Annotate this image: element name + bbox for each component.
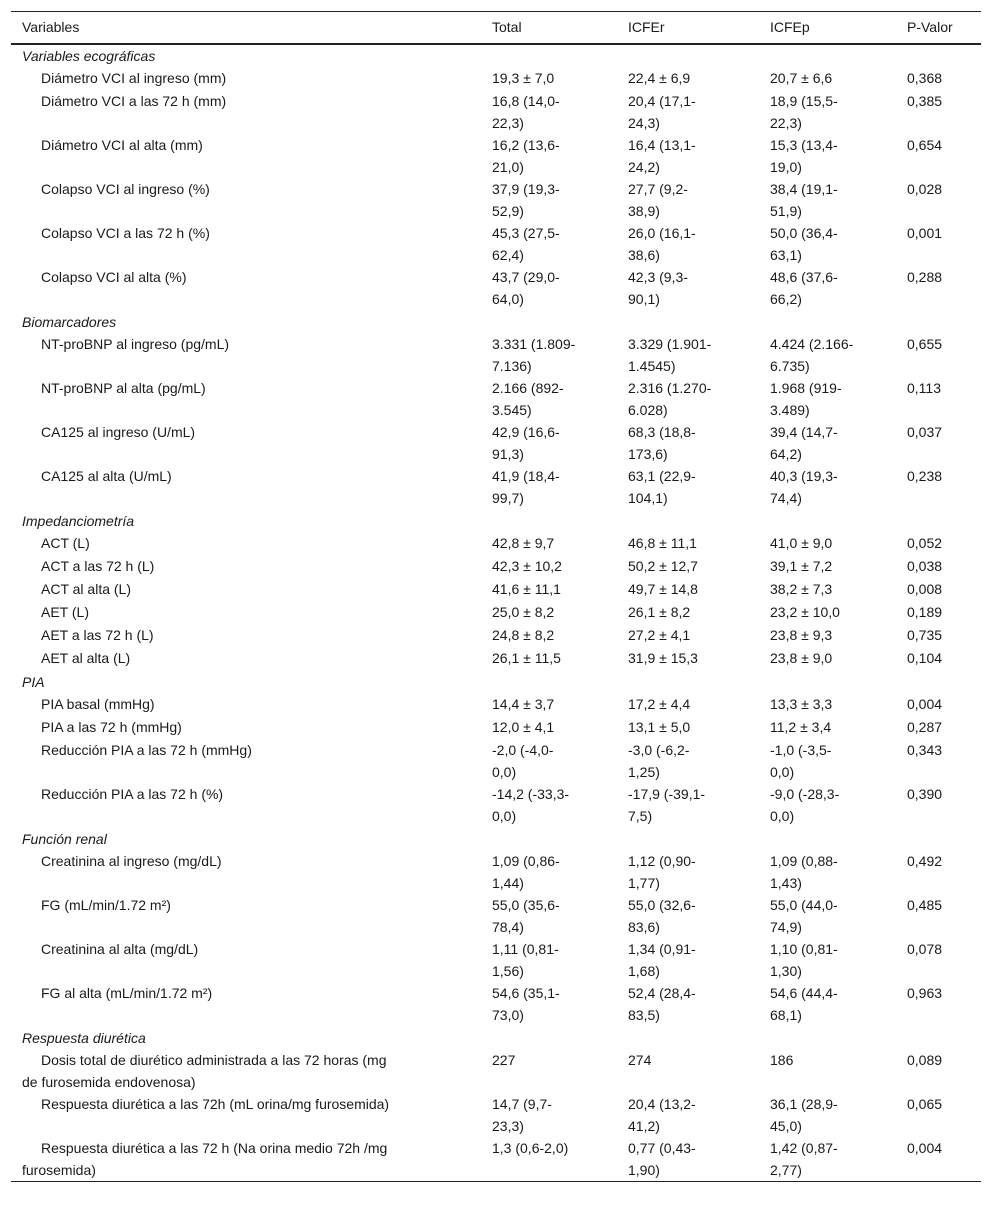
p-valor-cell: 0,390: [907, 785, 943, 802]
variable-cell: ACT al alta (L): [41, 580, 131, 597]
table-row: [11, 982, 981, 1026]
table-row: [11, 938, 981, 982]
variable-cell: AET (L): [41, 603, 89, 620]
table-row: [11, 134, 981, 178]
total-cell: 16,2 (13,6- 21,0): [492, 136, 560, 175]
total-cell: 1,11 (0,81- 1,56): [492, 940, 559, 979]
total-cell: -2,0 (-4,0- 0,0): [492, 741, 554, 780]
icfer-cell: 31,9 ± 15,3: [628, 649, 698, 666]
variable-cell: CA125 al ingreso (U/mL): [41, 423, 196, 440]
icfer-cell: 22,4 ± 6,9: [628, 69, 691, 86]
icfer-cell: 52,4 (28,4- 83,5): [628, 984, 696, 1023]
section-row: [11, 1026, 981, 1049]
p-valor-cell: 0,065: [907, 1095, 943, 1112]
p-valor-cell: 0,287: [907, 718, 943, 735]
icfer-cell: 16,4 (13,1- 24,2): [628, 136, 696, 175]
icfer-cell: 1,34 (0,91- 1,68): [628, 940, 696, 979]
p-valor-cell: 0,189: [907, 603, 943, 620]
icfep-cell: 36,1 (28,9- 45,0): [770, 1095, 838, 1134]
icfep-cell: 1,42 (0,87- 2,77): [759, 1137, 896, 1182]
header-total: Total: [481, 12, 617, 44]
icfep-cell: 15,3 (13,4- 19,0): [770, 136, 838, 175]
table-row: [11, 1049, 981, 1093]
icfer-cell: 0,77 (0,43- 1,90): [617, 1137, 759, 1182]
icfep-cell: 48,6 (37,6- 66,2): [770, 268, 838, 307]
table-row: [11, 178, 981, 222]
icfer-cell: 68,3 (18,8- 173,6): [628, 423, 696, 462]
icfep-cell: -1,0 (-3,5- 0,0): [770, 741, 832, 780]
icfep-cell: 186: [770, 1051, 794, 1068]
icfep-cell: 38,4 (19,1- 51,9): [770, 180, 838, 219]
table-row: [11, 532, 981, 555]
variable-cell: Creatinina al ingreso (mg/dL): [41, 852, 222, 869]
icfer-cell: 46,8 ± 11,1: [628, 534, 697, 551]
variable-cell: FG (mL/min/1.72 m²): [41, 896, 171, 913]
header-icfer: ICFEr: [617, 12, 759, 44]
p-valor-cell: 0,655: [907, 335, 943, 352]
icfer-cell: 1,12 (0,90- 1,77): [628, 852, 696, 891]
p-valor-cell: 0,963: [907, 984, 943, 1001]
total-cell: 42,8 ± 9,7: [492, 534, 555, 551]
p-valor-cell: 0,028: [907, 180, 943, 197]
total-cell: 37,9 (19,3- 52,9): [492, 180, 560, 219]
section-row: [11, 670, 981, 693]
icfep-cell: 18,9 (15,5- 22,3): [770, 92, 838, 131]
variable-cell: NT-proBNP al ingreso (pg/mL): [41, 335, 230, 352]
table-row: [11, 647, 981, 670]
p-valor-cell: 0,343: [907, 741, 943, 758]
header-variables: Variables: [11, 12, 481, 44]
variable-cell: FG al alta (mL/min/1.72 m²): [41, 984, 213, 1001]
section-title: Impedanciometría: [22, 512, 135, 529]
p-valor-cell: 0,052: [907, 534, 943, 551]
icfer-cell: 50,2 ± 12,7: [628, 557, 698, 574]
icfer-cell: 20,4 (17,1- 24,3): [628, 92, 696, 131]
variable-cell: Reducción PIA a las 72 h (%): [41, 785, 224, 802]
table-row: [11, 465, 981, 509]
variable-cell: PIA basal (mmHg): [41, 695, 155, 712]
table-row: [11, 67, 981, 90]
total-cell: 43,7 (29,0- 64,0): [492, 268, 560, 307]
icfep-cell: 23,8 ± 9,0: [770, 649, 833, 666]
icfep-cell: 11,2 ± 3,4: [770, 718, 832, 735]
total-cell: 1,3 (0,6-2,0): [481, 1137, 617, 1182]
icfep-cell: 54,6 (44,4- 68,1): [770, 984, 838, 1023]
table-row: [11, 555, 981, 578]
table-row: [11, 333, 981, 377]
section-title: Biomarcadores: [22, 313, 117, 330]
p-valor-cell: 0,037: [907, 423, 943, 440]
table-row: [11, 716, 981, 739]
variable-cell: Colapso VCI al ingreso (%): [41, 180, 210, 197]
icfep-cell: 23,8 ± 9,3: [770, 626, 833, 643]
icfer-cell: -17,9 (-39,1- 7,5): [628, 785, 706, 824]
header-icfep: ICFEp: [759, 12, 896, 44]
p-valor-cell: 0,008: [907, 580, 943, 597]
table-row: [11, 601, 981, 624]
total-cell: 227: [492, 1051, 516, 1068]
header-p-valor: P-Valor: [896, 12, 981, 44]
total-cell: -14,2 (-33,3- 0,0): [492, 785, 570, 824]
total-cell: 19,3 ± 7,0: [492, 69, 555, 86]
total-cell: 14,7 (9,7- 23,3): [492, 1095, 552, 1134]
total-cell: 1,09 (0,86- 1,44): [492, 852, 560, 891]
icfep-cell: 23,2 ± 10,0: [770, 603, 840, 620]
p-valor-cell: 0,078: [907, 940, 943, 957]
variable-cell: AET al alta (L): [41, 649, 131, 666]
icfer-cell: 274: [628, 1051, 652, 1068]
p-valor-cell: 0,104: [907, 649, 943, 666]
table-row: [11, 1137, 981, 1182]
icfer-cell: 49,7 ± 14,8: [628, 580, 698, 597]
header-row: [11, 12, 981, 44]
p-valor-cell: 0,004: [896, 1137, 981, 1182]
icfep-cell: 50,0 (36,4- 63,1): [770, 224, 838, 263]
variable-cell: ACT a las 72 h (L): [41, 557, 155, 574]
icfer-cell: 20,4 (13,2- 41,2): [628, 1095, 696, 1134]
section-title: Respuesta diurética: [22, 1029, 146, 1046]
icfep-cell: 1.968 (919- 3.489): [770, 379, 842, 418]
variable-cell: CA125 al alta (U/mL): [41, 467, 172, 484]
total-cell: 14,4 ± 3,7: [492, 695, 555, 712]
p-valor-cell: 0,492: [907, 852, 943, 869]
p-valor-cell: 0,368: [907, 69, 943, 86]
p-valor-cell: 0,735: [907, 626, 943, 643]
table-row: [11, 578, 981, 601]
icfep-cell: 38,2 ± 7,3: [770, 580, 833, 597]
table-row: [11, 266, 981, 310]
table-row: [11, 850, 981, 894]
table-row: [11, 739, 981, 783]
table-body: [11, 44, 981, 1182]
icfep-cell: -9,0 (-28,3- 0,0): [770, 785, 840, 824]
variable-cell: Colapso VCI al alta (%): [41, 268, 187, 285]
table-row: [11, 377, 981, 421]
total-cell: 42,9 (16,6- 91,3): [492, 423, 560, 462]
data-table: [11, 11, 981, 1182]
icfer-cell: 3.329 (1.901- 1.4545): [628, 335, 712, 374]
icfep-cell: 20,7 ± 6,6: [770, 69, 833, 86]
icfer-cell: 13,1 ± 5,0: [628, 718, 691, 735]
total-cell: 25,0 ± 8,2: [492, 603, 555, 620]
p-valor-cell: 0,001: [907, 224, 943, 241]
total-cell: 41,9 (18,4- 99,7): [492, 467, 560, 506]
table-container: [11, 11, 981, 1182]
icfer-cell: -3,0 (-6,2- 1,25): [628, 741, 690, 780]
p-valor-cell: 0,238: [907, 467, 943, 484]
icfep-cell: 55,0 (44,0- 74,9): [770, 896, 838, 935]
icfer-cell: 2.316 (1.270- 6.028): [628, 379, 712, 418]
variable-cell: Respuesta diurética a las 72h (mL orina/mg furosemida): [41, 1095, 390, 1112]
total-cell: 12,0 ± 4,1: [492, 718, 555, 735]
p-valor-cell: 0,038: [907, 557, 943, 574]
variable-cell: Diámetro VCI al alta (mm): [41, 136, 203, 153]
variable-cell: Reducción PIA a las 72 h (mmHg): [41, 741, 252, 758]
total-cell: 24,8 ± 8,2: [492, 626, 555, 643]
icfer-cell: 17,2 ± 4,4: [628, 695, 691, 712]
icfep-cell: 39,1 ± 7,2: [770, 557, 833, 574]
icfer-cell: 42,3 (9,3- 90,1): [628, 268, 688, 307]
total-cell: 42,3 ± 10,2: [492, 557, 562, 574]
variable-cell: Respuesta diurética a las 72 h (Na orina medio 72h /mg furosemida): [11, 1137, 481, 1182]
variable-cell: Colapso VCI a las 72 h (%): [41, 224, 210, 241]
section-title: Función renal: [22, 830, 107, 847]
icfer-cell: 63,1 (22,9- 104,1): [628, 467, 696, 506]
table-row: [11, 421, 981, 465]
variable-cell: Diámetro VCI al ingreso (mm): [41, 69, 227, 86]
p-valor-cell: 0,385: [907, 92, 943, 109]
total-cell: 41,6 ± 11,1: [492, 580, 561, 597]
table-row: [11, 783, 981, 827]
variable-cell: PIA a las 72 h (mmHg): [41, 718, 182, 735]
p-valor-cell: 0,485: [907, 896, 943, 913]
table-row: [11, 624, 981, 647]
section-row: [11, 827, 981, 850]
total-cell: 54,6 (35,1- 73,0): [492, 984, 560, 1023]
icfep-cell: 4.424 (2.166- 6.735): [770, 335, 854, 374]
section-title: PIA: [22, 673, 45, 690]
table-row: [11, 693, 981, 716]
total-cell: 3.331 (1.809- 7.136): [492, 335, 576, 374]
total-cell: 2.166 (892- 3.545): [492, 379, 564, 418]
total-cell: 26,1 ± 11,5: [492, 649, 561, 666]
icfer-cell: 27,7 (9,2- 38,9): [628, 180, 688, 219]
section-row: [11, 310, 981, 333]
icfer-cell: 55,0 (32,6- 83,6): [628, 896, 696, 935]
table-row: [11, 894, 981, 938]
variable-cell: ACT (L): [41, 534, 90, 551]
p-valor-cell: 0,004: [907, 695, 943, 712]
icfep-cell: 41,0 ± 9,0: [770, 534, 833, 551]
icfep-cell: 1,09 (0,88- 1,43): [770, 852, 838, 891]
section-row: [11, 509, 981, 532]
total-cell: 45,3 (27,5- 62,4): [492, 224, 560, 263]
variable-cell: Diámetro VCI a las 72 h (mm): [41, 92, 227, 109]
icfep-cell: 39,4 (14,7- 64,2): [770, 423, 838, 462]
variable-cell: NT-proBNP al alta (pg/mL): [41, 379, 206, 396]
table-row: [11, 90, 981, 134]
icfep-cell: 13,3 ± 3,3: [770, 695, 833, 712]
section-row: [11, 44, 981, 67]
total-cell: 16,8 (14,0- 22,3): [492, 92, 560, 131]
p-valor-cell: 0,654: [907, 136, 943, 153]
table-row: [11, 1093, 981, 1137]
section-title: Variables ecográficas: [22, 47, 156, 64]
table-row: [11, 222, 981, 266]
p-valor-cell: 0,089: [907, 1051, 943, 1068]
icfer-cell: 26,0 (16,1- 38,6): [628, 224, 696, 263]
icfep-cell: 40,3 (19,3- 74,4): [770, 467, 838, 506]
total-cell: 55,0 (35,6- 78,4): [492, 896, 560, 935]
variable-cell: Dosis total de diurético administrada a las 72 horas (mg de furosemida endovenosa): [22, 1051, 387, 1090]
icfer-cell: 26,1 ± 8,2: [628, 603, 691, 620]
variable-cell: AET a las 72 h (L): [41, 626, 154, 643]
p-valor-cell: 0,288: [907, 268, 943, 285]
p-valor-cell: 0,113: [907, 379, 941, 396]
variable-cell: Creatinina al alta (mg/dL): [41, 940, 199, 957]
icfer-cell: 27,2 ± 4,1: [628, 626, 691, 643]
icfep-cell: 1,10 (0,81- 1,30): [770, 940, 838, 979]
